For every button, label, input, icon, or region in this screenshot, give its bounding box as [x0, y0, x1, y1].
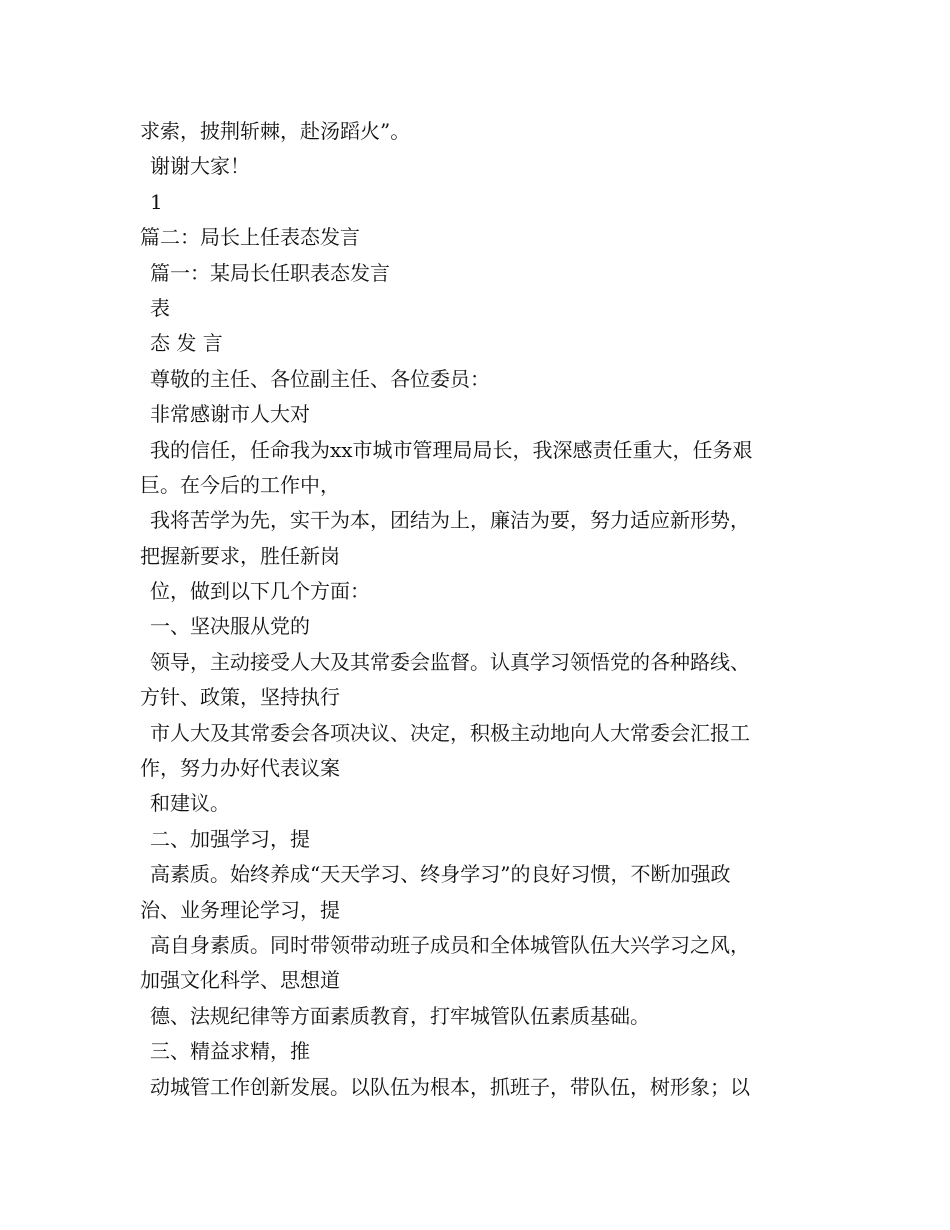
document-line: 一、坚决服从党的 [150, 614, 310, 639]
document-line: 方针、政策，坚持执行 [140, 685, 340, 710]
document-line: 把握新要求，胜任新岗 [140, 543, 340, 568]
document-line: 求索，披荆斩棘，赴汤蹈火”。 [140, 119, 411, 143]
document-line: 我的信任，任命我为xx市城市管理局局长，我深感责任重大，任务艰 [150, 437, 753, 462]
document-line: 领导，主动接受人大及其常委会监督。认真学习领悟党的各种路线、 [150, 649, 750, 674]
document-line: 动城管工作创新发展。以队伍为根本，抓班子，带队伍，树形象；以 [150, 1074, 750, 1099]
document-line: 表 [150, 295, 170, 320]
document-line: 高素质。始终养成“天天学习、终身学习”的良好习惯，不断加强政 [150, 862, 731, 887]
document-line: 和建议。 [150, 791, 230, 816]
document-line: 作，努力办好代表议案 [140, 756, 340, 781]
document-line: 位，做到以下几个方面： [150, 579, 370, 604]
document-line: 非常感谢市人大对 [150, 402, 310, 427]
document-line: 篇一：某局长任职表态发言 [150, 260, 390, 285]
document-line: 治、业务理论学习，提 [140, 897, 340, 922]
document-line: 篇二：局长上任表态发言 [140, 225, 360, 250]
document-line: 德、法规纪律等方面素质教育，打牢城管队伍素质基础。 [150, 1003, 650, 1028]
document-line: 巨。在今后的工作中， [140, 472, 340, 497]
document-line: 三、精益求精，推 [150, 1039, 310, 1064]
document-line: 我将苦学为先，实干为本，团结为上，廉洁为要，努力适应新形势， [150, 508, 750, 533]
document-line: 二、加强学习，提 [150, 826, 310, 851]
document-body [140, 114, 820, 1105]
document-line: 高自身素质。同时带领带动班子成员和全体城管队伍大兴学习之风， [150, 932, 750, 957]
document-line: 市人大及其常委会各项决议、决定，积极主动地向人大常委会汇报工 [150, 720, 750, 745]
document-line: 态 发 言 [150, 331, 223, 356]
document-line: 1 [150, 189, 163, 214]
document-line: 谢谢大家！ [150, 154, 250, 179]
document-line: 尊敬的主任、各位副主任、各位委员： [150, 366, 490, 391]
document-line: 加强文化科学、思想道 [140, 968, 340, 993]
